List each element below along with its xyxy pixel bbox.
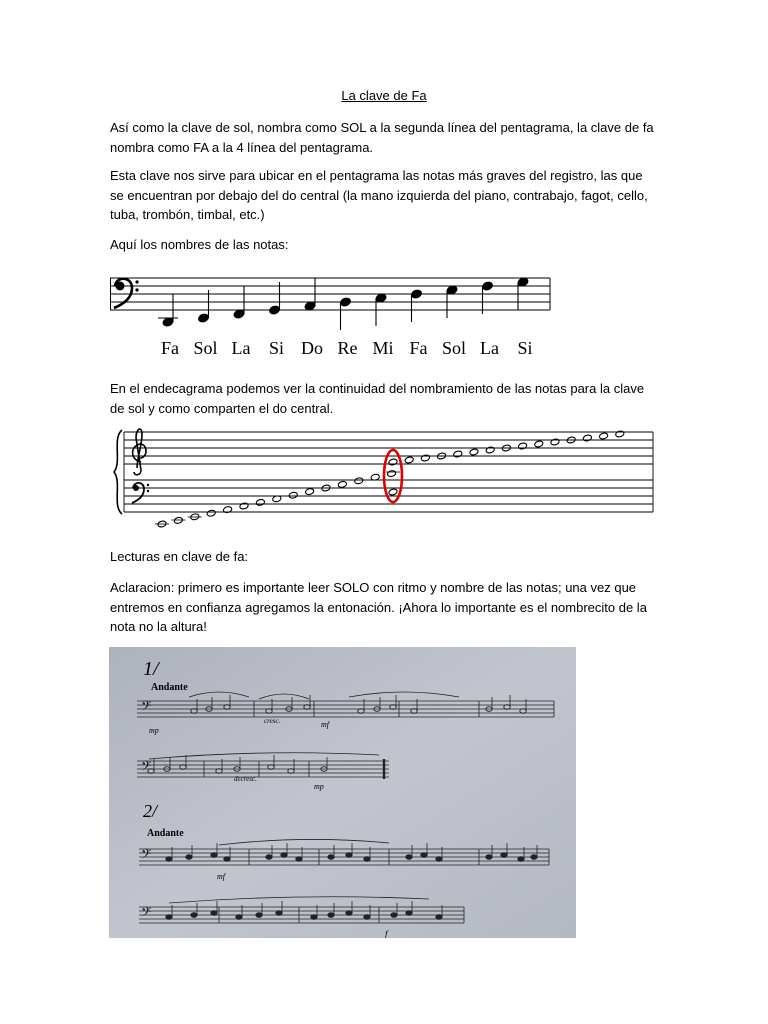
dynamic-f: f (385, 929, 388, 938)
dynamic-mf-1: mf (321, 720, 329, 729)
whole-note (387, 470, 397, 478)
whole-note (388, 458, 398, 466)
photo-note (191, 913, 197, 918)
bass-notes-group (158, 276, 530, 330)
bass-clef-icon-small (132, 483, 149, 503)
photo-note (364, 915, 370, 920)
page-title: La clave de Fa (341, 88, 427, 103)
bass-clef-staff-figure (110, 262, 555, 362)
whole-note (599, 432, 609, 440)
photo-note (296, 857, 302, 862)
whole-note (256, 499, 266, 507)
note-name-label: La (231, 338, 251, 358)
note-name-labels (161, 338, 533, 358)
whole-note (534, 440, 544, 448)
bass-clef-icon (114, 279, 139, 308)
photo-note (256, 913, 262, 918)
whole-note (388, 488, 398, 496)
whole-note (453, 450, 463, 458)
treble-clef-icon (133, 429, 146, 475)
dynamic-mp-2: mp (314, 782, 324, 791)
whole-note (421, 454, 431, 462)
bass-clef-icon: 𝄢 (141, 904, 152, 923)
photo-note (281, 853, 287, 858)
paragraph-clarification: Aclaracion: primero es importante leer SOLO con ritmo y nombre de las notas; una vez que entremos en confianza agregamos la entonación. ¡Ahora lo importante es el nombrecito de la nota no la altura! (110, 580, 647, 634)
note-name-label: Sol (193, 338, 218, 358)
dynamic-cresc: cresc. (264, 717, 281, 725)
photo-note (328, 913, 334, 918)
whole-note (239, 502, 249, 510)
note-name-label: Mi (372, 338, 394, 358)
whole-note (354, 477, 364, 485)
photo-note (224, 857, 230, 862)
note-name-label: Fa (161, 338, 179, 358)
whole-note (174, 517, 184, 525)
exercise-2-tempo: Andante (147, 828, 184, 839)
note-name-label: La (480, 338, 499, 358)
paragraph-note-names-heading: Aquí los nombres de las notas: (110, 237, 289, 252)
dynamic-mf-2: mf (217, 872, 225, 881)
whole-note (288, 491, 298, 499)
whole-note (518, 442, 528, 450)
photo-note (266, 855, 272, 860)
whole-note (404, 456, 414, 464)
whole-note (469, 448, 479, 456)
photo-note (346, 911, 352, 916)
brace-icon (114, 430, 122, 514)
whole-note (206, 509, 216, 517)
dynamic-mp-1: mp (149, 726, 159, 735)
paragraph-intro: Así como la clave de sol, nombra como SOL a la segunda línea del pentagrama, la clave de fa nombra como FA a la 4 línea del pentagrama. (110, 120, 654, 155)
photo-note (276, 911, 282, 916)
whole-note (485, 446, 495, 454)
note-name-label: Si (268, 338, 285, 358)
photo-note (166, 915, 172, 920)
paragraph-endecagram: En el endecagrama podemos ver la continuidad del nombramiento de las notas para la clave de sol y como comparten el do central. (110, 381, 645, 416)
whole-note (550, 438, 560, 446)
photo-note (436, 915, 442, 920)
photo-note (501, 853, 507, 858)
photo-note (531, 855, 537, 860)
photo-note (486, 855, 492, 860)
photo-note (364, 857, 370, 862)
grand-staff-figure (110, 418, 655, 530)
whole-note (583, 434, 593, 442)
dynamic-decresc: decresc. (234, 775, 257, 783)
photo-note (311, 915, 317, 920)
photo-note (186, 855, 192, 860)
photo-note (406, 855, 412, 860)
photo-note (211, 853, 217, 858)
paragraph-readings-heading: Lecturas en clave de fa: (110, 549, 249, 564)
photo-note (436, 857, 442, 862)
paragraph-description: Esta clave nos sirve para ubicar en el pentagrama las notas más graves del registro, las que se encuentran por debajo del do central (la mano izquierda del piano, contrabajo, fagot, cello, tuba, trombón, timbal, etc.) (110, 168, 648, 222)
photo-note (421, 853, 427, 858)
exercise-1-tempo: Andante (151, 682, 188, 693)
note-name-label: Re (337, 338, 358, 358)
photo-note (518, 857, 524, 862)
grand-staff-notes (155, 430, 625, 528)
bass-clef-icon: 𝄢 (141, 846, 152, 865)
note-name-label: Fa (409, 338, 428, 358)
photo-note (236, 915, 242, 920)
bass-clef-icon: 𝄢 (141, 758, 152, 777)
whole-note (615, 430, 625, 438)
photo-note (166, 857, 172, 862)
photo-note (211, 911, 217, 916)
photo-note (406, 911, 412, 916)
photo-note (328, 855, 334, 860)
whole-note (338, 481, 348, 489)
photo-note (346, 853, 352, 858)
bass-clef-icon: 𝄢 (141, 698, 152, 717)
exercise-1-number: 1/ (143, 658, 159, 680)
photo-note (391, 913, 397, 918)
note-name-label: Do (301, 338, 323, 358)
note-name-label: Si (517, 338, 533, 358)
exercise-sheet-photo (109, 647, 576, 938)
exercise-2-number: 2/ (143, 801, 158, 821)
note-name-label: Sol (441, 338, 467, 358)
whole-note (305, 488, 315, 496)
